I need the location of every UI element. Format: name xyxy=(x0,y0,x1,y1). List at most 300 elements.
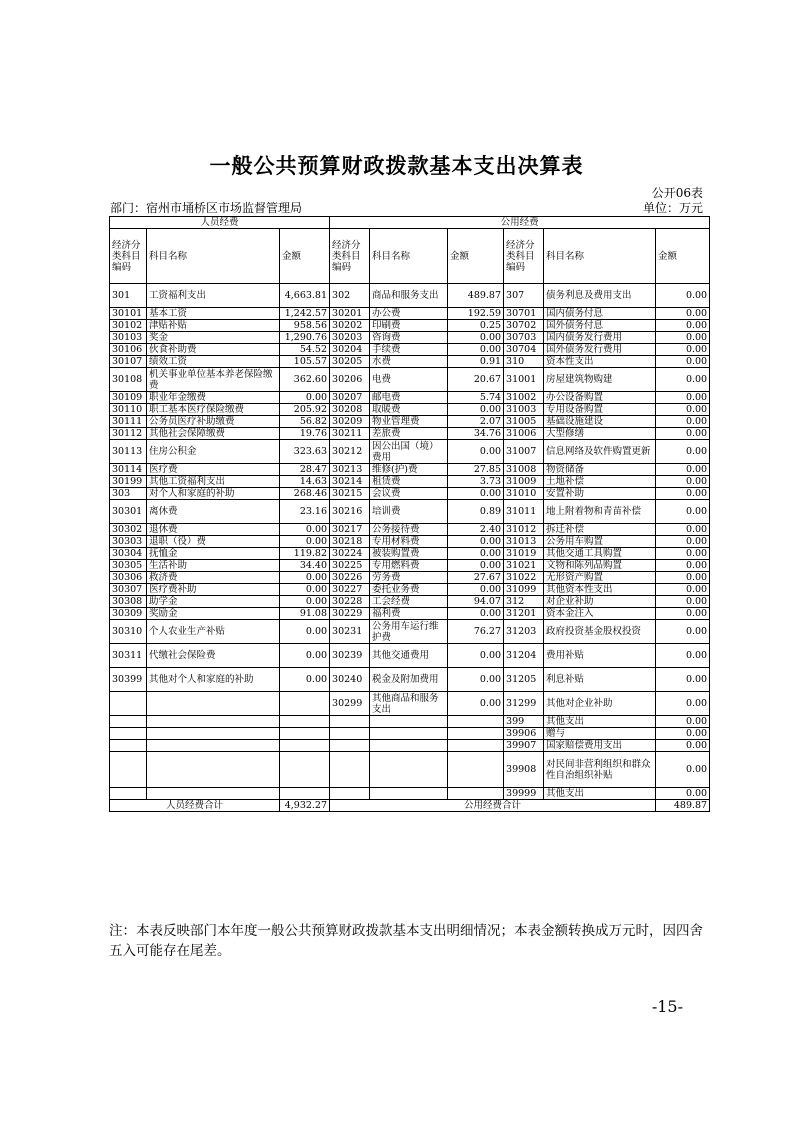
table-row xyxy=(110,644,710,668)
public-amount-cell: 94.07 xyxy=(448,596,504,608)
capital-code-cell: 39908 xyxy=(504,752,544,788)
public-amount-cell: 3.73 xyxy=(448,476,504,488)
capital-code-cell: 310 xyxy=(504,356,544,368)
public-amount-cell xyxy=(448,740,504,752)
personnel-amount-cell: 0.00 xyxy=(280,644,330,668)
capital-amount-cell: 0.00 xyxy=(656,572,710,584)
public-code-cell: 30217 xyxy=(330,524,370,536)
capital-name-cell: 安置补助 xyxy=(544,488,656,500)
capital-name-cell: 费用补贴 xyxy=(544,644,656,668)
capital-amount-cell: 0.00 xyxy=(656,320,710,332)
personnel-code-cell: 30103 xyxy=(110,332,147,344)
capital-name-cell: 国家赔偿费用支出 xyxy=(544,740,656,752)
public-name-cell: 咨询费 xyxy=(370,332,448,344)
personnel-code-cell: 30302 xyxy=(110,524,147,536)
capital-amount-cell: 0.00 xyxy=(656,524,710,536)
public-name-cell xyxy=(370,728,448,740)
personnel-code-cell: 30111 xyxy=(110,416,147,428)
public-name-cell: 专用燃料费 xyxy=(370,560,448,572)
department-label: 部门：宿州市埇桥区市场监督管理局 xyxy=(110,201,303,215)
personnel-name-cell: 代缴社会保险费 xyxy=(147,644,280,668)
personnel-amount-cell: 119.82 xyxy=(280,548,330,560)
personnel-amount-cell: 0.00 xyxy=(280,668,330,692)
table-row xyxy=(110,464,710,476)
capital-name-cell: 文物和陈列品购置 xyxy=(544,560,656,572)
personnel-amount-cell: 1,242.57 xyxy=(280,308,330,320)
capital-name-cell: 政府投资基金股权投资 xyxy=(544,620,656,644)
code-header: 经济分类科目编码 xyxy=(504,229,544,284)
public-code-cell: 302 xyxy=(330,284,370,308)
public-code-cell: 30231 xyxy=(330,620,370,644)
public-code-cell: 30215 xyxy=(330,488,370,500)
capital-amount-cell: 0.00 xyxy=(656,500,710,524)
personnel-name-cell: 生活补助 xyxy=(147,560,280,572)
public-name-cell: 被装购置费 xyxy=(370,548,448,560)
personnel-code-cell: 30303 xyxy=(110,536,147,548)
public-name-cell: 租赁费 xyxy=(370,476,448,488)
public-code-cell: 30206 xyxy=(330,368,370,392)
personnel-amount-cell: 0.00 xyxy=(280,572,330,584)
public-amount-cell: 27.85 xyxy=(448,464,504,476)
capital-code-cell: 31001 xyxy=(504,368,544,392)
capital-code-cell: 31205 xyxy=(504,668,544,692)
capital-amount-cell: 0.00 xyxy=(656,308,710,320)
capital-amount-cell: 0.00 xyxy=(656,332,710,344)
capital-name-cell: 赠与 xyxy=(544,728,656,740)
public-name-cell: 印刷费 xyxy=(370,320,448,332)
capital-code-cell: 399 xyxy=(504,716,544,728)
public-code-cell: 30224 xyxy=(330,548,370,560)
public-amount-cell: 0.89 xyxy=(448,500,504,524)
capital-code-cell: 39999 xyxy=(504,788,544,800)
personnel-name-cell: 基本工资 xyxy=(147,308,280,320)
public-name-cell: 维修(护)费 xyxy=(370,464,448,476)
personnel-amount-cell xyxy=(280,728,330,740)
capital-amount-cell: 0.00 xyxy=(656,392,710,404)
personnel-group-header: 人员经费 xyxy=(110,217,330,229)
capital-code-cell: 31005 xyxy=(504,416,544,428)
unit-label: 单位：万元 xyxy=(642,201,703,215)
capital-name-cell: 无形资产购置 xyxy=(544,572,656,584)
public-name-cell: 物业管理费 xyxy=(370,416,448,428)
table-row xyxy=(110,560,710,572)
personnel-amount-cell: 34.40 xyxy=(280,560,330,572)
personnel-amount-cell xyxy=(280,692,330,716)
capital-amount-cell: 0.00 xyxy=(656,584,710,596)
personnel-code-cell: 30113 xyxy=(110,440,147,464)
capital-code-cell: 31204 xyxy=(504,644,544,668)
public-name-cell: 电费 xyxy=(370,368,448,392)
personnel-code-cell xyxy=(110,788,147,800)
capital-amount-cell: 0.00 xyxy=(656,740,710,752)
public-group-header: 公用经费 xyxy=(330,217,710,229)
public-code-cell: 30203 xyxy=(330,332,370,344)
personnel-name-cell: 其他社会保障缴费 xyxy=(147,428,280,440)
public-code-cell: 30227 xyxy=(330,584,370,596)
capital-name-cell: 信息网络及软件购置更新 xyxy=(544,440,656,464)
capital-name-cell: 基础设施建设 xyxy=(544,416,656,428)
capital-amount-cell: 0.00 xyxy=(656,608,710,620)
capital-amount-cell: 0.00 xyxy=(656,716,710,728)
public-amount-cell: 0.00 xyxy=(448,668,504,692)
capital-code-cell: 31008 xyxy=(504,464,544,476)
amount-header: 金额 xyxy=(656,229,710,284)
personnel-amount-cell: 23.16 xyxy=(280,500,330,524)
table-row xyxy=(110,500,710,524)
capital-code-cell: 31203 xyxy=(504,620,544,644)
table-row xyxy=(110,620,710,644)
personnel-amount-cell: 323.63 xyxy=(280,440,330,464)
public-amount-cell: 192.59 xyxy=(448,308,504,320)
table-row xyxy=(110,368,710,392)
public-amount-cell: 0.00 xyxy=(448,548,504,560)
personnel-code-cell xyxy=(110,692,147,716)
personnel-name-cell: 个人农业生产补贴 xyxy=(147,620,280,644)
personnel-name-cell: 抚恤金 xyxy=(147,548,280,560)
capital-code-cell: 39907 xyxy=(504,740,544,752)
capital-name-cell: 国内债务付息 xyxy=(544,308,656,320)
capital-name-cell: 办公设备购置 xyxy=(544,392,656,404)
capital-name-cell: 国内债务发行费用 xyxy=(544,332,656,344)
personnel-amount-cell: 1,290.76 xyxy=(280,332,330,344)
table-row xyxy=(110,788,710,800)
capital-amount-cell: 0.00 xyxy=(656,428,710,440)
public-name-cell: 差旅费 xyxy=(370,428,448,440)
capital-code-cell: 31009 xyxy=(504,476,544,488)
capital-code-cell: 31011 xyxy=(504,500,544,524)
personnel-amount-cell xyxy=(280,716,330,728)
personnel-name-cell xyxy=(147,692,280,716)
public-code-cell: 30228 xyxy=(330,596,370,608)
table-row xyxy=(110,416,710,428)
capital-amount-cell: 0.00 xyxy=(656,728,710,740)
personnel-amount-cell: 19.76 xyxy=(280,428,330,440)
capital-amount-cell: 0.00 xyxy=(656,644,710,668)
personnel-amount-cell: 0.00 xyxy=(280,584,330,596)
personnel-code-cell: 30308 xyxy=(110,596,147,608)
amount-header: 金额 xyxy=(280,229,330,284)
public-name-cell: 取暖费 xyxy=(370,404,448,416)
public-amount-cell: 34.76 xyxy=(448,428,504,440)
public-amount-cell: 76.27 xyxy=(448,620,504,644)
capital-code-cell: 31012 xyxy=(504,524,544,536)
personnel-amount-cell: 28.47 xyxy=(280,464,330,476)
capital-code-cell: 31201 xyxy=(504,608,544,620)
public-name-cell: 福利费 xyxy=(370,608,448,620)
public-code-cell: 30201 xyxy=(330,308,370,320)
personnel-code-cell: 30112 xyxy=(110,428,147,440)
personnel-name-cell xyxy=(147,740,280,752)
table-row xyxy=(110,536,710,548)
personnel-name-cell: 奖金 xyxy=(147,332,280,344)
table-row xyxy=(110,608,710,620)
personnel-amount-cell xyxy=(280,788,330,800)
personnel-amount-cell xyxy=(280,752,330,788)
capital-code-cell: 30704 xyxy=(504,344,544,356)
form-number: 公开06表 xyxy=(651,186,703,200)
public-code-cell: 30218 xyxy=(330,536,370,548)
capital-amount-cell: 0.00 xyxy=(656,536,710,548)
table-row xyxy=(110,356,710,368)
personnel-amount-cell: 0.00 xyxy=(280,392,330,404)
personnel-name-cell: 其他工资福利支出 xyxy=(147,476,280,488)
capital-name-cell: 大型修缮 xyxy=(544,428,656,440)
personnel-name-cell: 绩效工资 xyxy=(147,356,280,368)
personnel-code-cell: 30114 xyxy=(110,464,147,476)
personnel-amount-cell: 14.63 xyxy=(280,476,330,488)
capital-name-cell: 其他资本性支出 xyxy=(544,584,656,596)
capital-amount-cell: 0.00 xyxy=(656,464,710,476)
personnel-code-cell: 30110 xyxy=(110,404,147,416)
public-name-cell xyxy=(370,740,448,752)
public-code-cell xyxy=(330,788,370,800)
public-amount-cell: 27.67 xyxy=(448,572,504,584)
capital-name-cell: 其他对企业补助 xyxy=(544,692,656,716)
capital-name-cell: 拆迁补偿 xyxy=(544,524,656,536)
footnote: 注：本表反映部门本年度一般公共预算财政拨款基本支出明细情况；本表金额转换成万元时，因四舍五入可能存在尾差。 xyxy=(109,923,703,959)
public-name-cell: 公务用车运行维护费 xyxy=(370,620,448,644)
public-amount-cell: 2.07 xyxy=(448,416,504,428)
public-amount-cell: 0.00 xyxy=(448,536,504,548)
capital-name-cell: 资本金注入 xyxy=(544,608,656,620)
capital-amount-cell: 0.00 xyxy=(656,692,710,716)
capital-code-cell: 31010 xyxy=(504,488,544,500)
capital-code-cell: 31007 xyxy=(504,440,544,464)
public-amount-cell: 5.74 xyxy=(448,392,504,404)
personnel-name-cell xyxy=(147,788,280,800)
public-code-cell xyxy=(330,716,370,728)
public-amount-cell: 0.00 xyxy=(448,404,504,416)
table-row xyxy=(110,572,710,584)
personnel-code-cell xyxy=(110,716,147,728)
personnel-code-cell: 30108 xyxy=(110,368,147,392)
capital-code-cell: 307 xyxy=(504,284,544,308)
personnel-amount-cell: 0.00 xyxy=(280,620,330,644)
personnel-name-cell xyxy=(147,752,280,788)
personnel-code-cell: 301 xyxy=(110,284,147,308)
public-amount-cell: 489.87 xyxy=(448,284,504,308)
capital-name-cell: 债务利息及费用支出 xyxy=(544,284,656,308)
table-row xyxy=(110,476,710,488)
capital-amount-cell: 0.00 xyxy=(656,668,710,692)
public-name-cell: 其他商品和服务支出 xyxy=(370,692,448,716)
personnel-name-cell: 职业年金缴费 xyxy=(147,392,280,404)
capital-amount-cell: 0.00 xyxy=(656,476,710,488)
capital-amount-cell: 0.00 xyxy=(656,788,710,800)
public-amount-cell: 0.00 xyxy=(448,440,504,464)
public-amount-cell: 0.91 xyxy=(448,356,504,368)
expenditure-table xyxy=(109,216,710,812)
public-name-cell: 工会经费 xyxy=(370,596,448,608)
personnel-name-cell: 津贴补贴 xyxy=(147,320,280,332)
capital-code-cell: 30702 xyxy=(504,320,544,332)
public-amount-cell: 0.25 xyxy=(448,320,504,332)
capital-code-cell: 31019 xyxy=(504,548,544,560)
table-row xyxy=(110,692,710,716)
public-code-cell: 30212 xyxy=(330,440,370,464)
amount-header: 金额 xyxy=(448,229,504,284)
capital-code-cell: 31099 xyxy=(504,584,544,596)
capital-name-cell: 房屋建筑物购建 xyxy=(544,368,656,392)
public-name-cell: 邮电费 xyxy=(370,392,448,404)
personnel-code-cell: 30399 xyxy=(110,668,147,692)
public-code-cell: 30226 xyxy=(330,572,370,584)
personnel-amount-cell: 0.00 xyxy=(280,596,330,608)
public-amount-cell: 0.00 xyxy=(448,344,504,356)
personnel-amount-cell: 205.92 xyxy=(280,404,330,416)
personnel-name-cell: 职工基本医疗保险缴费 xyxy=(147,404,280,416)
personnel-amount-cell: 958.56 xyxy=(280,320,330,332)
public-code-cell: 30204 xyxy=(330,344,370,356)
public-name-cell xyxy=(370,752,448,788)
capital-name-cell: 国外债务发行费用 xyxy=(544,344,656,356)
name-header: 科目名称 xyxy=(544,229,656,284)
personnel-code-cell: 30304 xyxy=(110,548,147,560)
personnel-name-cell: 工资福利支出 xyxy=(147,284,280,308)
capital-amount-cell: 0.00 xyxy=(656,488,710,500)
name-header: 科目名称 xyxy=(147,229,280,284)
personnel-name-cell: 其他对个人和家庭的补助 xyxy=(147,668,280,692)
public-code-cell: 30225 xyxy=(330,560,370,572)
table-row xyxy=(110,524,710,536)
capital-name-cell: 利息补贴 xyxy=(544,668,656,692)
personnel-amount-cell: 56.82 xyxy=(280,416,330,428)
personnel-code-cell: 30107 xyxy=(110,356,147,368)
public-name-cell: 其他交通费用 xyxy=(370,644,448,668)
public-amount-cell: 2.40 xyxy=(448,524,504,536)
personnel-amount-cell: 0.00 xyxy=(280,524,330,536)
table-row xyxy=(110,284,710,308)
public-total-amount: 489.87 xyxy=(656,800,710,812)
personnel-name-cell: 伙食补助费 xyxy=(147,344,280,356)
public-name-cell: 劳务费 xyxy=(370,572,448,584)
public-amount-cell: 0.00 xyxy=(448,488,504,500)
capital-name-cell: 其他交通工具购置 xyxy=(544,548,656,560)
capital-amount-cell: 0.00 xyxy=(656,596,710,608)
capital-name-cell: 其他支出 xyxy=(544,716,656,728)
personnel-amount-cell: 91.08 xyxy=(280,608,330,620)
public-amount-cell xyxy=(448,788,504,800)
table-row xyxy=(110,428,710,440)
capital-name-cell: 国外债务付息 xyxy=(544,320,656,332)
public-amount-cell: 0.00 xyxy=(448,608,504,620)
table-row xyxy=(110,716,710,728)
public-name-cell: 水费 xyxy=(370,356,448,368)
table-row xyxy=(110,752,710,788)
personnel-code-cell xyxy=(110,752,147,788)
personnel-code-cell: 30307 xyxy=(110,584,147,596)
personnel-name-cell: 离休费 xyxy=(147,500,280,524)
public-code-cell: 30209 xyxy=(330,416,370,428)
public-code-cell xyxy=(330,728,370,740)
personnel-name-cell: 医疗费 xyxy=(147,464,280,476)
public-code-cell: 30229 xyxy=(330,608,370,620)
capital-name-cell: 对民间非营利组织和群众性自治组织补贴 xyxy=(544,752,656,788)
personnel-code-cell: 30301 xyxy=(110,500,147,524)
table-row xyxy=(110,332,710,344)
table-row xyxy=(110,668,710,692)
personnel-amount-cell: 268.46 xyxy=(280,488,330,500)
public-amount-cell xyxy=(448,716,504,728)
public-code-cell: 30213 xyxy=(330,464,370,476)
table-row xyxy=(110,584,710,596)
table-row xyxy=(110,320,710,332)
capital-code-cell: 31006 xyxy=(504,428,544,440)
personnel-code-cell: 30311 xyxy=(110,644,147,668)
personnel-code-cell: 30101 xyxy=(110,308,147,320)
public-code-cell xyxy=(330,740,370,752)
public-code-cell: 30211 xyxy=(330,428,370,440)
table-row xyxy=(110,488,710,500)
column-header-row xyxy=(110,229,710,284)
public-code-cell: 30207 xyxy=(330,392,370,404)
group-header-row xyxy=(110,217,710,229)
personnel-code-cell: 30106 xyxy=(110,344,147,356)
personnel-name-cell: 助学金 xyxy=(147,596,280,608)
capital-amount-cell: 0.00 xyxy=(656,548,710,560)
personnel-name-cell: 退职（役）费 xyxy=(147,536,280,548)
personnel-name-cell: 对个人和家庭的补助 xyxy=(147,488,280,500)
capital-name-cell: 资本性支出 xyxy=(544,356,656,368)
public-amount-cell xyxy=(448,752,504,788)
name-header: 科目名称 xyxy=(370,229,448,284)
capital-code-cell: 30703 xyxy=(504,332,544,344)
table-row xyxy=(110,728,710,740)
public-total-label: 公用经费合计 xyxy=(330,800,656,812)
public-amount-cell: 0.00 xyxy=(448,584,504,596)
capital-name-cell: 其他支出 xyxy=(544,788,656,800)
personnel-name-cell: 退休费 xyxy=(147,524,280,536)
capital-code-cell: 39906 xyxy=(504,728,544,740)
personnel-amount-cell: 4,663.81 xyxy=(280,284,330,308)
capital-amount-cell: 0.00 xyxy=(656,284,710,308)
table-row xyxy=(110,308,710,320)
capital-amount-cell: 0.00 xyxy=(656,752,710,788)
public-amount-cell: 0.00 xyxy=(448,332,504,344)
capital-name-cell: 公务用车购置 xyxy=(544,536,656,548)
personnel-name-cell: 住房公积金 xyxy=(147,440,280,464)
public-code-cell: 30202 xyxy=(330,320,370,332)
table-row xyxy=(110,440,710,464)
personnel-code-cell: 30310 xyxy=(110,620,147,644)
capital-name-cell: 物资储备 xyxy=(544,464,656,476)
code-header: 经济分类科目编码 xyxy=(110,229,147,284)
personnel-amount-cell: 54.52 xyxy=(280,344,330,356)
capital-code-cell: 31299 xyxy=(504,692,544,716)
capital-name-cell: 对企业补助 xyxy=(544,596,656,608)
public-name-cell: 税金及附加费用 xyxy=(370,668,448,692)
personnel-name-cell: 医疗费补助 xyxy=(147,584,280,596)
page-title: 一般公共预算财政拨款基本支出决算表 xyxy=(209,153,584,178)
page-number: -15- xyxy=(651,997,683,1016)
public-amount-cell: 0.00 xyxy=(448,692,504,716)
capital-amount-cell: 0.00 xyxy=(656,416,710,428)
public-code-cell: 30239 xyxy=(330,644,370,668)
personnel-name-cell: 机关事业单位基本养老保险缴费 xyxy=(147,368,280,392)
capital-amount-cell: 0.00 xyxy=(656,368,710,392)
personnel-name-cell: 奖励金 xyxy=(147,608,280,620)
personnel-amount-cell: 105.57 xyxy=(280,356,330,368)
capital-code-cell: 31013 xyxy=(504,536,544,548)
capital-code-cell: 31003 xyxy=(504,404,544,416)
capital-name-cell: 地上附着物和青苗补偿 xyxy=(544,500,656,524)
personnel-name-cell xyxy=(147,716,280,728)
public-name-cell: 办公费 xyxy=(370,308,448,320)
public-name-cell: 会议费 xyxy=(370,488,448,500)
personnel-code-cell: 30305 xyxy=(110,560,147,572)
public-code-cell: 30205 xyxy=(330,356,370,368)
capital-name-cell: 土地补偿 xyxy=(544,476,656,488)
